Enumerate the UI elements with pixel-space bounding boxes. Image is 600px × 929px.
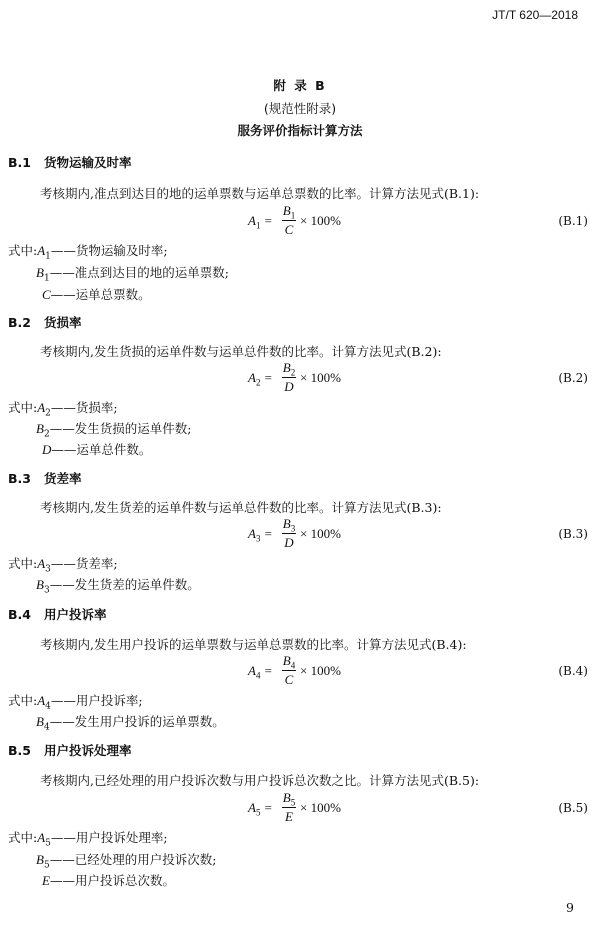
section-title: 用户投诉处理率 — [44, 743, 132, 758]
formula-lhs: $A_2$ = — [248, 370, 273, 388]
document-code: JT/T 620—2018 — [492, 8, 578, 22]
definition-item: $B_2——$发生货损的运单件数; — [36, 421, 192, 440]
formula-fraction: $B_2$ D — [282, 360, 296, 394]
section-number: B.5 — [8, 743, 31, 758]
section-b4-heading — [8, 605, 107, 623]
definition-item: $B_1——$准点到达目的地的运单票数; — [36, 265, 229, 284]
section-b2-heading — [8, 313, 82, 331]
formula-rhs: × 100% — [300, 213, 341, 228]
formula-rhs: × 100% — [300, 800, 341, 815]
annex-label: 附 录 B — [273, 78, 327, 93]
definition-item: $B_3——$发生货差的运单件数。 — [36, 577, 200, 596]
section-b5-text: 考核期内,已经处理的用户投诉次数与用户投诉总次数之比。计算方法见式(B.5): — [40, 773, 480, 788]
definition-item: $B_5——$已经处理的用户投诉次数; — [36, 852, 217, 871]
section-b2-text: 考核期内,发生货损的运单件数与运单总件数的比率。计算方法见式(B.2): — [40, 344, 442, 359]
section-b3-heading — [8, 469, 82, 487]
section-title: 货差率 — [44, 471, 82, 486]
annex-type: (规范性附录) — [263, 101, 337, 116]
equation-number: (B.5) — [558, 801, 588, 815]
formula-lhs: $A_1$ = — [248, 213, 273, 231]
definition-item: 式中$:A_5——$用户投诉处理率; — [8, 830, 168, 849]
formula-fraction: $B_1$ C — [282, 203, 296, 237]
section-number: B.4 — [8, 607, 31, 622]
annex-title: 服务评价指标计算方法 — [237, 123, 363, 138]
section-b3-text: 考核期内,发生货差的运单件数与运单总件数的比率。计算方法见式(B.3): — [40, 500, 442, 515]
section-b1-heading — [8, 153, 132, 171]
equation-number: (B.3) — [558, 527, 588, 541]
formula-rhs: × 100% — [300, 370, 341, 385]
definition-item: D——运单总件数。 — [42, 442, 152, 457]
section-b5-heading — [8, 741, 132, 759]
section-title: 用户投诉率 — [44, 607, 107, 622]
formula-rhs: × 100% — [300, 663, 341, 678]
formula-lhs: $A_3$ = — [248, 526, 273, 544]
equation-number: (B.1) — [558, 214, 588, 228]
definition-item: 式中$:A_2——$货损率; — [8, 400, 118, 419]
definition-item: $B_4——$发生用户投诉的运单票数。 — [36, 714, 225, 733]
formula-lhs: $A_4$ = — [248, 663, 273, 681]
definition-item: 式中$:A_1——$货物运输及时率; — [8, 243, 168, 262]
section-number: B.3 — [8, 471, 31, 486]
section-number: B.1 — [8, 155, 31, 170]
section-b1-text: 考核期内,准点到达目的地的运单票数与运单总票数的比率。计算方法见式(B.1): — [40, 186, 480, 201]
equation-number: (B.4) — [558, 664, 588, 678]
formula-rhs: × 100% — [300, 526, 341, 541]
equation-number: (B.2) — [558, 371, 588, 385]
formula-lhs: $A_5$ = — [248, 800, 273, 818]
section-title: 货物运输及时率 — [44, 155, 132, 170]
section-number: B.2 — [8, 315, 31, 330]
section-b4-text: 考核期内,发生用户投诉的运单票数与运单总票数的比率。计算方法见式(B.4): — [40, 637, 467, 652]
formula-fraction: $B_4$ C — [282, 653, 296, 687]
definition-item: C——运单总票数。 — [42, 287, 151, 302]
definition-item: 式中$:A_3——$货差率; — [8, 556, 118, 575]
formula-fraction: $B_5$ E — [282, 790, 296, 824]
section-title: 货损率 — [44, 315, 82, 330]
definition-item: 式中$:A_4——$用户投诉率; — [8, 693, 143, 712]
formula-fraction: $B_3$ D — [282, 516, 296, 550]
definition-item: E——用户投诉总次数。 — [42, 873, 175, 888]
page-number: 9 — [566, 900, 574, 915]
